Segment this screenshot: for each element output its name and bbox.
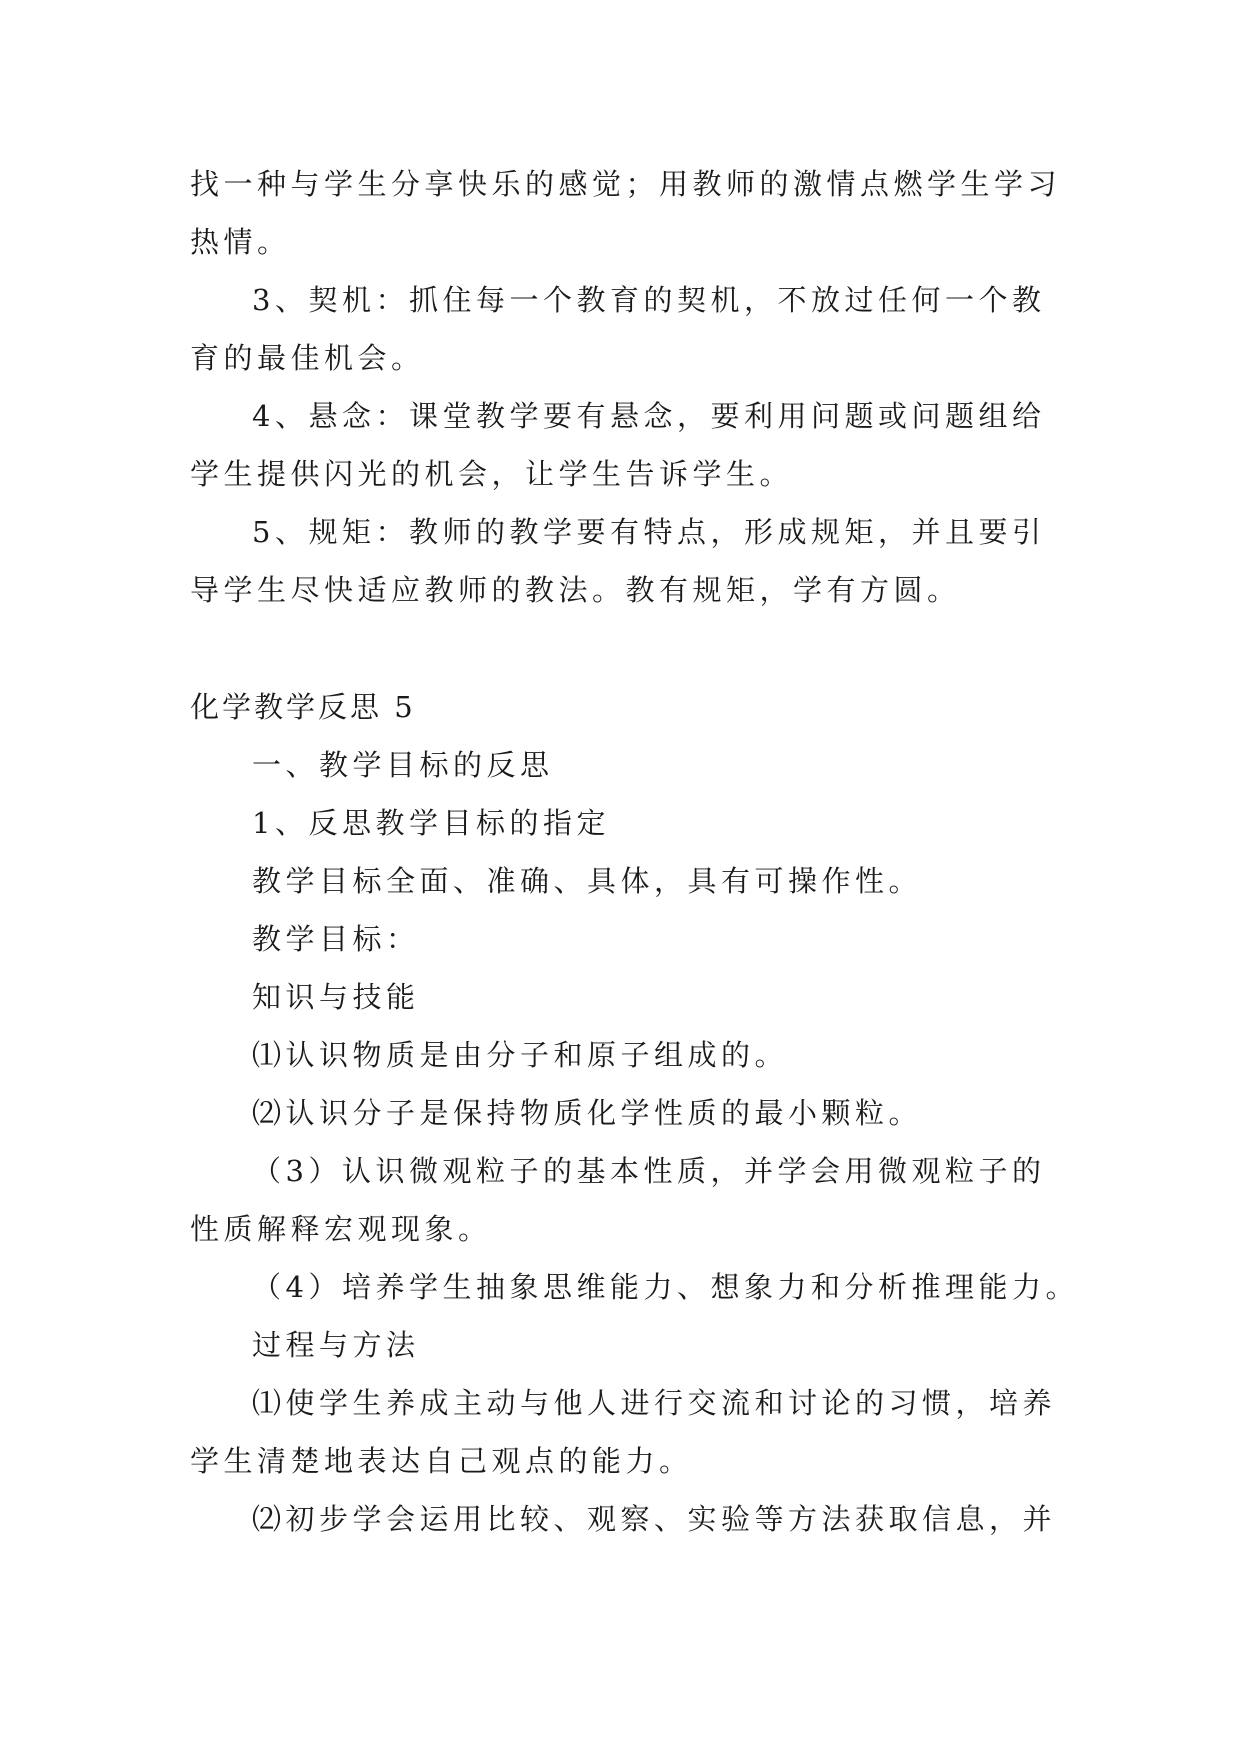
section-heading: 化学教学反思 5: [190, 690, 416, 724]
text-line: 热情。: [190, 225, 291, 259]
text-line: 学生提供闪光的机会，让学生告诉学生。: [190, 457, 794, 491]
text-line: 一、教学目标的反思: [252, 748, 554, 782]
text-line: 找一种与学生分享快乐的感觉；用教师的激情点燃学生学习: [190, 167, 1062, 201]
text-line: ⑴使学生养成主动与他人进行交流和讨论的习惯，培养: [252, 1386, 1057, 1420]
text-line: 学生清楚地表达自己观点的能力。: [190, 1444, 693, 1478]
text-line: 3、契机：抓住每一个教育的契机，不放过任何一个教: [252, 283, 1046, 317]
text-line: 过程与方法: [252, 1328, 420, 1362]
text-line: 知识与技能: [252, 980, 420, 1014]
text-line: 教学目标：: [252, 922, 420, 956]
text-line: ⑴认识物质是由分子和原子组成的。: [252, 1038, 789, 1072]
text-line: 教学目标全面、准确、具体，具有可操作性。: [252, 864, 923, 898]
text-line: 5、规矩：教师的教学要有特点，形成规矩，并且要引: [252, 515, 1046, 549]
text-line: 1、反思教学目标的指定: [252, 806, 610, 840]
text-line: 育的最佳机会。: [190, 341, 425, 375]
text-line: 导学生尽快适应教师的教法。教有规矩，学有方圆。: [190, 573, 961, 607]
text-line: （4）培养学生抽象思维能力、想象力和分析推理能力。: [252, 1270, 1079, 1304]
text-line: ⑵认识分子是保持物质化学性质的最小颗粒。: [252, 1096, 923, 1130]
text-line: （3）认识微观粒子的基本性质，并学会用微观粒子的: [252, 1154, 1046, 1188]
text-line: 性质解释宏观现象。: [190, 1212, 492, 1246]
text-line: ⑵初步学会运用比较、观察、实验等方法获取信息，并: [252, 1502, 1057, 1536]
text-line: 4、悬念：课堂教学要有悬念，要利用问题或问题组给: [252, 399, 1046, 433]
